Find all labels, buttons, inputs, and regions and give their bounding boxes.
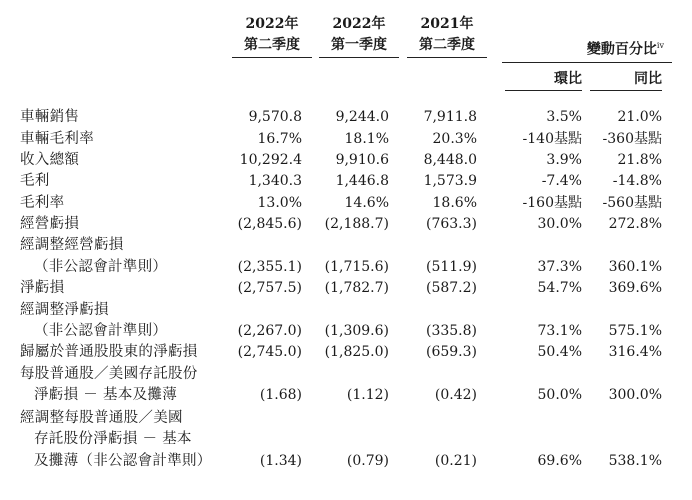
value-yoy: 21.8% (617, 152, 662, 168)
value-qoq: -140基點 (522, 131, 582, 147)
value-2022q2: 9,570.8 (248, 109, 302, 125)
value-yoy: -360基點 (602, 131, 662, 147)
value-yoy: 360.1% (608, 259, 662, 275)
value-2022q1: (2,188.7) (324, 216, 389, 232)
row-label: 存託股份淨虧損 － 基本 (34, 431, 192, 447)
value-2021q2: (335.8) (425, 323, 477, 339)
value-qoq: 50.0% (537, 387, 582, 403)
value-2022q1: (1,309.6) (324, 323, 389, 339)
row-label: 毛利 (20, 173, 50, 189)
row-label: 及攤薄（非公認會計準則） (34, 453, 212, 469)
value-2021q2: (763.3) (425, 216, 477, 232)
value-2022q2: (1.68) (259, 387, 302, 403)
value-2021q2: 8,448.0 (423, 152, 477, 168)
value-2021q2: (659.3) (425, 344, 477, 360)
value-yoy: 21.0% (617, 109, 662, 125)
value-2022q2: (2,745.0) (237, 344, 302, 360)
value-2022q1: (1,825.0) (324, 344, 389, 360)
value-2022q2: (2,267.0) (237, 323, 302, 339)
value-2022q2: (2,845.6) (237, 216, 302, 232)
value-qoq: 69.6% (537, 453, 582, 469)
value-2021q2: (587.2) (425, 280, 477, 296)
value-qoq: 54.7% (537, 280, 582, 296)
value-2022q1: (1,782.7) (324, 280, 389, 296)
value-yoy: 272.8% (608, 216, 662, 232)
value-2022q2: (2,757.5) (237, 280, 302, 296)
value-qoq: 50.4% (537, 344, 582, 360)
value-2022q1: 9,244.0 (335, 109, 389, 125)
header-year: 2021年 (420, 16, 474, 32)
table-row (0, 342, 692, 362)
row-label: 收入總額 (20, 152, 80, 168)
row-label: 淨虧損 (20, 280, 65, 296)
footnote-mark: iv (656, 41, 664, 50)
value-qoq: 3.9% (546, 152, 582, 168)
value-2022q2: 1,340.3 (248, 173, 302, 189)
value-qoq: 73.1% (537, 323, 582, 339)
value-2022q2: 13.0% (257, 195, 302, 211)
header-quarter: 第一季度 (319, 35, 399, 58)
value-2021q2: 7,911.8 (423, 109, 477, 125)
row-label: （非公認會計準則） (34, 259, 168, 275)
table-row (0, 193, 692, 213)
value-qoq: 30.0% (537, 216, 582, 232)
value-yoy: -560基點 (602, 195, 662, 211)
header-change-title: 變動百分比$^{iv}$ (502, 35, 672, 63)
value-2022q2: (1.34) (259, 453, 302, 469)
row-label: 毛利率 (20, 195, 65, 211)
value-yoy: 369.6% (608, 280, 662, 296)
table-row (0, 364, 692, 384)
row-label: 經調整每股普通股／美國 (20, 410, 183, 426)
value-2022q2: (2,355.1) (237, 259, 302, 275)
table-row (0, 235, 692, 255)
value-2022q1: 1,446.8 (335, 173, 389, 189)
header-qoq: 環比 (505, 68, 582, 91)
header-change (502, 35, 672, 63)
value-2022q2: 16.7% (257, 131, 302, 147)
row-label: 車輛銷售 (20, 109, 80, 125)
value-2021q2: 1,573.9 (423, 173, 477, 189)
table-row (0, 129, 692, 149)
table-row (0, 385, 692, 405)
table-row (0, 408, 692, 428)
header-quarter: 第二季度 (407, 35, 487, 58)
table-row (0, 300, 692, 320)
header-quarter: 第二季度 (232, 35, 312, 58)
row-label: （非公認會計準則） (34, 323, 168, 339)
row-label: 經調整淨虧損 (20, 302, 109, 318)
value-2022q1: (1.12) (346, 387, 389, 403)
table-row (0, 214, 692, 234)
row-label: 車輛毛利率 (20, 131, 94, 147)
value-2021q2: (0.21) (434, 453, 477, 469)
value-2021q2: (0.42) (434, 387, 477, 403)
table-row (0, 429, 692, 449)
value-2021q2: 20.3% (432, 131, 477, 147)
table-row (0, 451, 692, 471)
table-row (0, 107, 692, 127)
value-qoq: 37.3% (537, 259, 582, 275)
header-year: 2022年 (332, 16, 386, 32)
value-yoy: 538.1% (608, 453, 662, 469)
value-qoq: 3.5% (546, 109, 582, 125)
value-yoy: 300.0% (608, 387, 662, 403)
table-row (0, 278, 692, 298)
value-yoy: 575.1% (608, 323, 662, 339)
value-2022q1: (1,715.6) (324, 259, 389, 275)
header-col-2022q1 (319, 14, 399, 58)
table-row (0, 321, 692, 341)
header-yoy: 同比 (590, 68, 662, 91)
table-row (0, 257, 692, 277)
row-label: 經調整經營虧損 (20, 237, 124, 253)
header-col-2022q2 (232, 14, 312, 58)
value-yoy: -14.8% (612, 173, 662, 189)
value-yoy: 316.4% (608, 344, 662, 360)
value-2022q1: 9,910.6 (335, 152, 389, 168)
value-2022q1: (0.79) (346, 453, 389, 469)
row-label: 歸屬於普通股股東的淨虧損 (20, 344, 198, 360)
value-2022q1: 14.6% (344, 195, 389, 211)
header-year: 2022年 (245, 16, 299, 32)
row-label: 經營虧損 (20, 216, 80, 232)
value-2021q2: 18.6% (432, 195, 477, 211)
table-row (0, 171, 692, 191)
row-label: 淨虧損 － 基本及攤薄 (34, 387, 178, 403)
table-row (0, 150, 692, 170)
value-qoq: -7.4% (541, 173, 582, 189)
value-2021q2: (511.9) (425, 259, 477, 275)
header-col-2021q2 (407, 14, 487, 58)
value-2022q2: 10,292.4 (239, 152, 302, 168)
value-qoq: -160基點 (522, 195, 582, 211)
value-2022q1: 18.1% (344, 131, 389, 147)
row-label: 每股普通股／美國存託股份 (20, 366, 198, 382)
